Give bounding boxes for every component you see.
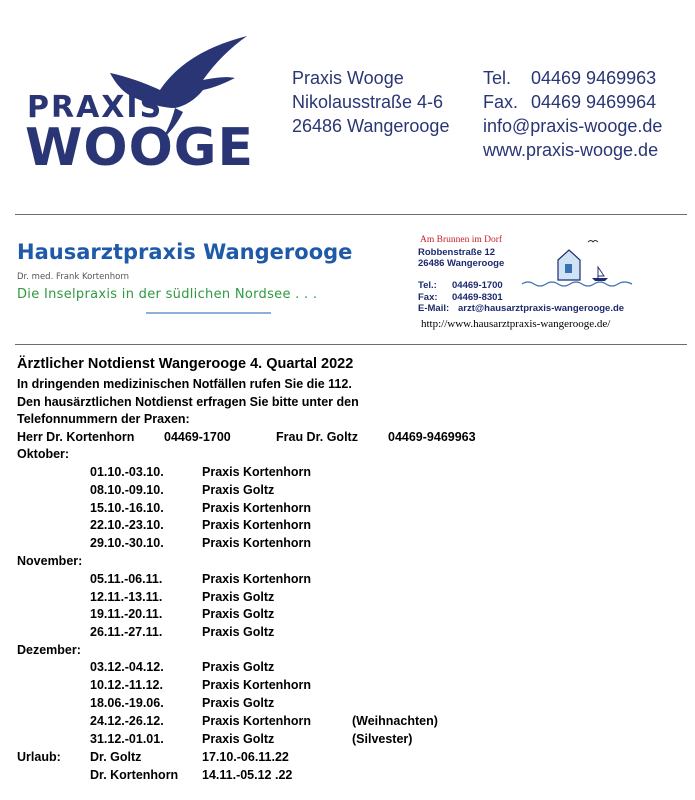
- duty-praxis: Praxis Goltz: [202, 660, 275, 674]
- tel-label: Tel.: [483, 68, 512, 88]
- divider: [15, 344, 687, 345]
- urlaub-label: Urlaub:: [17, 750, 61, 764]
- duty-praxis: Praxis Goltz: [202, 607, 275, 621]
- hausarzt-email[interactable]: arzt@hausarztpraxis-wangerooge.de: [458, 303, 625, 314]
- tagline-underline: [146, 312, 271, 314]
- wooge-contact: [483, 66, 662, 162]
- location-note: Am Brunnen im Dorf: [420, 235, 503, 245]
- notdienst-title: Ärztlicher Notdienst Wangerooge 4. Quartal 2022: [17, 356, 354, 372]
- fax-label: Fax.: [483, 92, 519, 112]
- doctor-kortenhorn: Herr Dr. Kortenhorn: [17, 430, 135, 444]
- address-line-city: 26486 Wangerooge: [292, 116, 450, 136]
- house-and-boat-icon: [520, 236, 635, 296]
- urlaub-dates: 17.10.-06.11.22: [202, 750, 289, 764]
- duty-dates: 19.11.-20.11.: [90, 607, 163, 621]
- duty-praxis: Praxis Goltz: [202, 732, 275, 746]
- duty-praxis: Praxis Kortenhorn: [202, 465, 312, 479]
- notdienst-line: Den hausärztlichen Notdienst erfragen Sie bitte unter den: [17, 395, 359, 409]
- wooge-fax-row: [483, 90, 662, 114]
- hausarzt-street: Robbenstraße 12: [418, 247, 496, 258]
- urlaub-who: Dr. Kortenhorn: [90, 768, 179, 782]
- duty-praxis: Praxis Kortenhorn: [202, 501, 312, 515]
- duty-praxis: Praxis Kortenhorn: [202, 536, 312, 550]
- duty-dates: 26.11.-27.11.: [90, 625, 163, 639]
- wooge-address: [292, 66, 449, 138]
- duty-dates: 15.10.-16.10.: [90, 501, 164, 515]
- duty-praxis: Praxis Goltz: [202, 696, 275, 710]
- duty-dates: 24.12.-26.12.: [90, 714, 164, 728]
- duty-praxis: Praxis Goltz: [202, 625, 275, 639]
- email-label: E-Mail:: [418, 303, 450, 314]
- month-label: November:: [17, 554, 83, 568]
- duty-note: (Weihnachten): [352, 714, 438, 728]
- urlaub-dates: 14.11.-05.12 .22: [202, 768, 293, 782]
- hausarzt-tagline: Die Inselpraxis in der südlichen Nordsee . . .: [17, 287, 318, 302]
- divider: [15, 214, 687, 215]
- hausarzt-doctor: Dr. med. Frank Kortenhorn: [17, 272, 130, 282]
- wooge-fax: 04469 9469964: [531, 92, 657, 112]
- logo-text-praxis: PRAXIS: [27, 90, 164, 125]
- address-line-street: Nikolausstraße 4-6: [292, 92, 444, 112]
- wooge-tel: 04469 9469963: [531, 68, 657, 88]
- duty-dates: 18.06.-19.06.: [90, 696, 164, 710]
- wooge-website[interactable]: www.praxis-wooge.de: [483, 140, 659, 160]
- logo-text-wooge: WOOGE: [25, 118, 254, 178]
- duty-dates: 08.10.-09.10.: [90, 483, 164, 497]
- fax-label: Fax:: [418, 291, 438, 303]
- duty-praxis: Praxis Kortenhorn: [202, 518, 312, 532]
- duty-dates: 29.10.-30.10.: [90, 536, 164, 550]
- wooge-tel-row: [483, 66, 662, 90]
- phone-kortenhorn: 04469-1700: [164, 430, 231, 444]
- duty-dates: 12.11.-13.11.: [90, 590, 163, 604]
- hausarzt-tel: 04469-1700: [452, 280, 503, 291]
- duty-praxis: Praxis Kortenhorn: [202, 572, 312, 586]
- duty-dates: 01.10.-03.10.: [90, 465, 164, 479]
- phone-goltz: 04469-9469963: [388, 430, 476, 444]
- duty-dates: 05.11.-06.11.: [90, 572, 163, 586]
- duty-praxis: Praxis Goltz: [202, 590, 275, 604]
- duty-dates: 10.12.-11.12.: [90, 678, 163, 692]
- duty-dates: 03.12.-04.12.: [90, 660, 164, 674]
- tel-label: Tel.:: [418, 280, 437, 291]
- duty-praxis: Praxis Kortenhorn: [202, 714, 312, 728]
- month-label: Dezember:: [17, 643, 81, 657]
- notdienst-line: Telefonnummern der Praxen:: [17, 412, 190, 426]
- address-line-name: Praxis Wooge: [292, 68, 404, 88]
- duty-note: (Silvester): [352, 732, 413, 746]
- notdienst-line: In dringenden medizinischen Notfällen rufen Sie die 112.: [17, 377, 352, 391]
- month-label: Oktober:: [17, 447, 70, 461]
- hausarzt-email-row: [418, 303, 624, 315]
- duty-dates: 31.12.-01.01.: [90, 732, 164, 746]
- duty-praxis: Praxis Goltz: [202, 483, 275, 497]
- hausarzt-city: 26486 Wangerooge: [418, 258, 505, 269]
- hausarzt-title: Hausarztpraxis Wangerooge: [17, 240, 353, 264]
- wooge-email[interactable]: info@praxis-wooge.de: [483, 116, 663, 136]
- urlaub-who: Dr. Goltz: [90, 750, 142, 764]
- hausarzt-url[interactable]: http://www.hausarztpraxis-wangerooge.de/: [421, 318, 611, 330]
- duty-praxis: Praxis Kortenhorn: [202, 678, 312, 692]
- doctor-goltz: Frau Dr. Goltz: [276, 430, 358, 444]
- duty-dates: 22.10.-23.10.: [90, 518, 164, 532]
- hausarzt-fax: 04469-8301: [452, 291, 503, 303]
